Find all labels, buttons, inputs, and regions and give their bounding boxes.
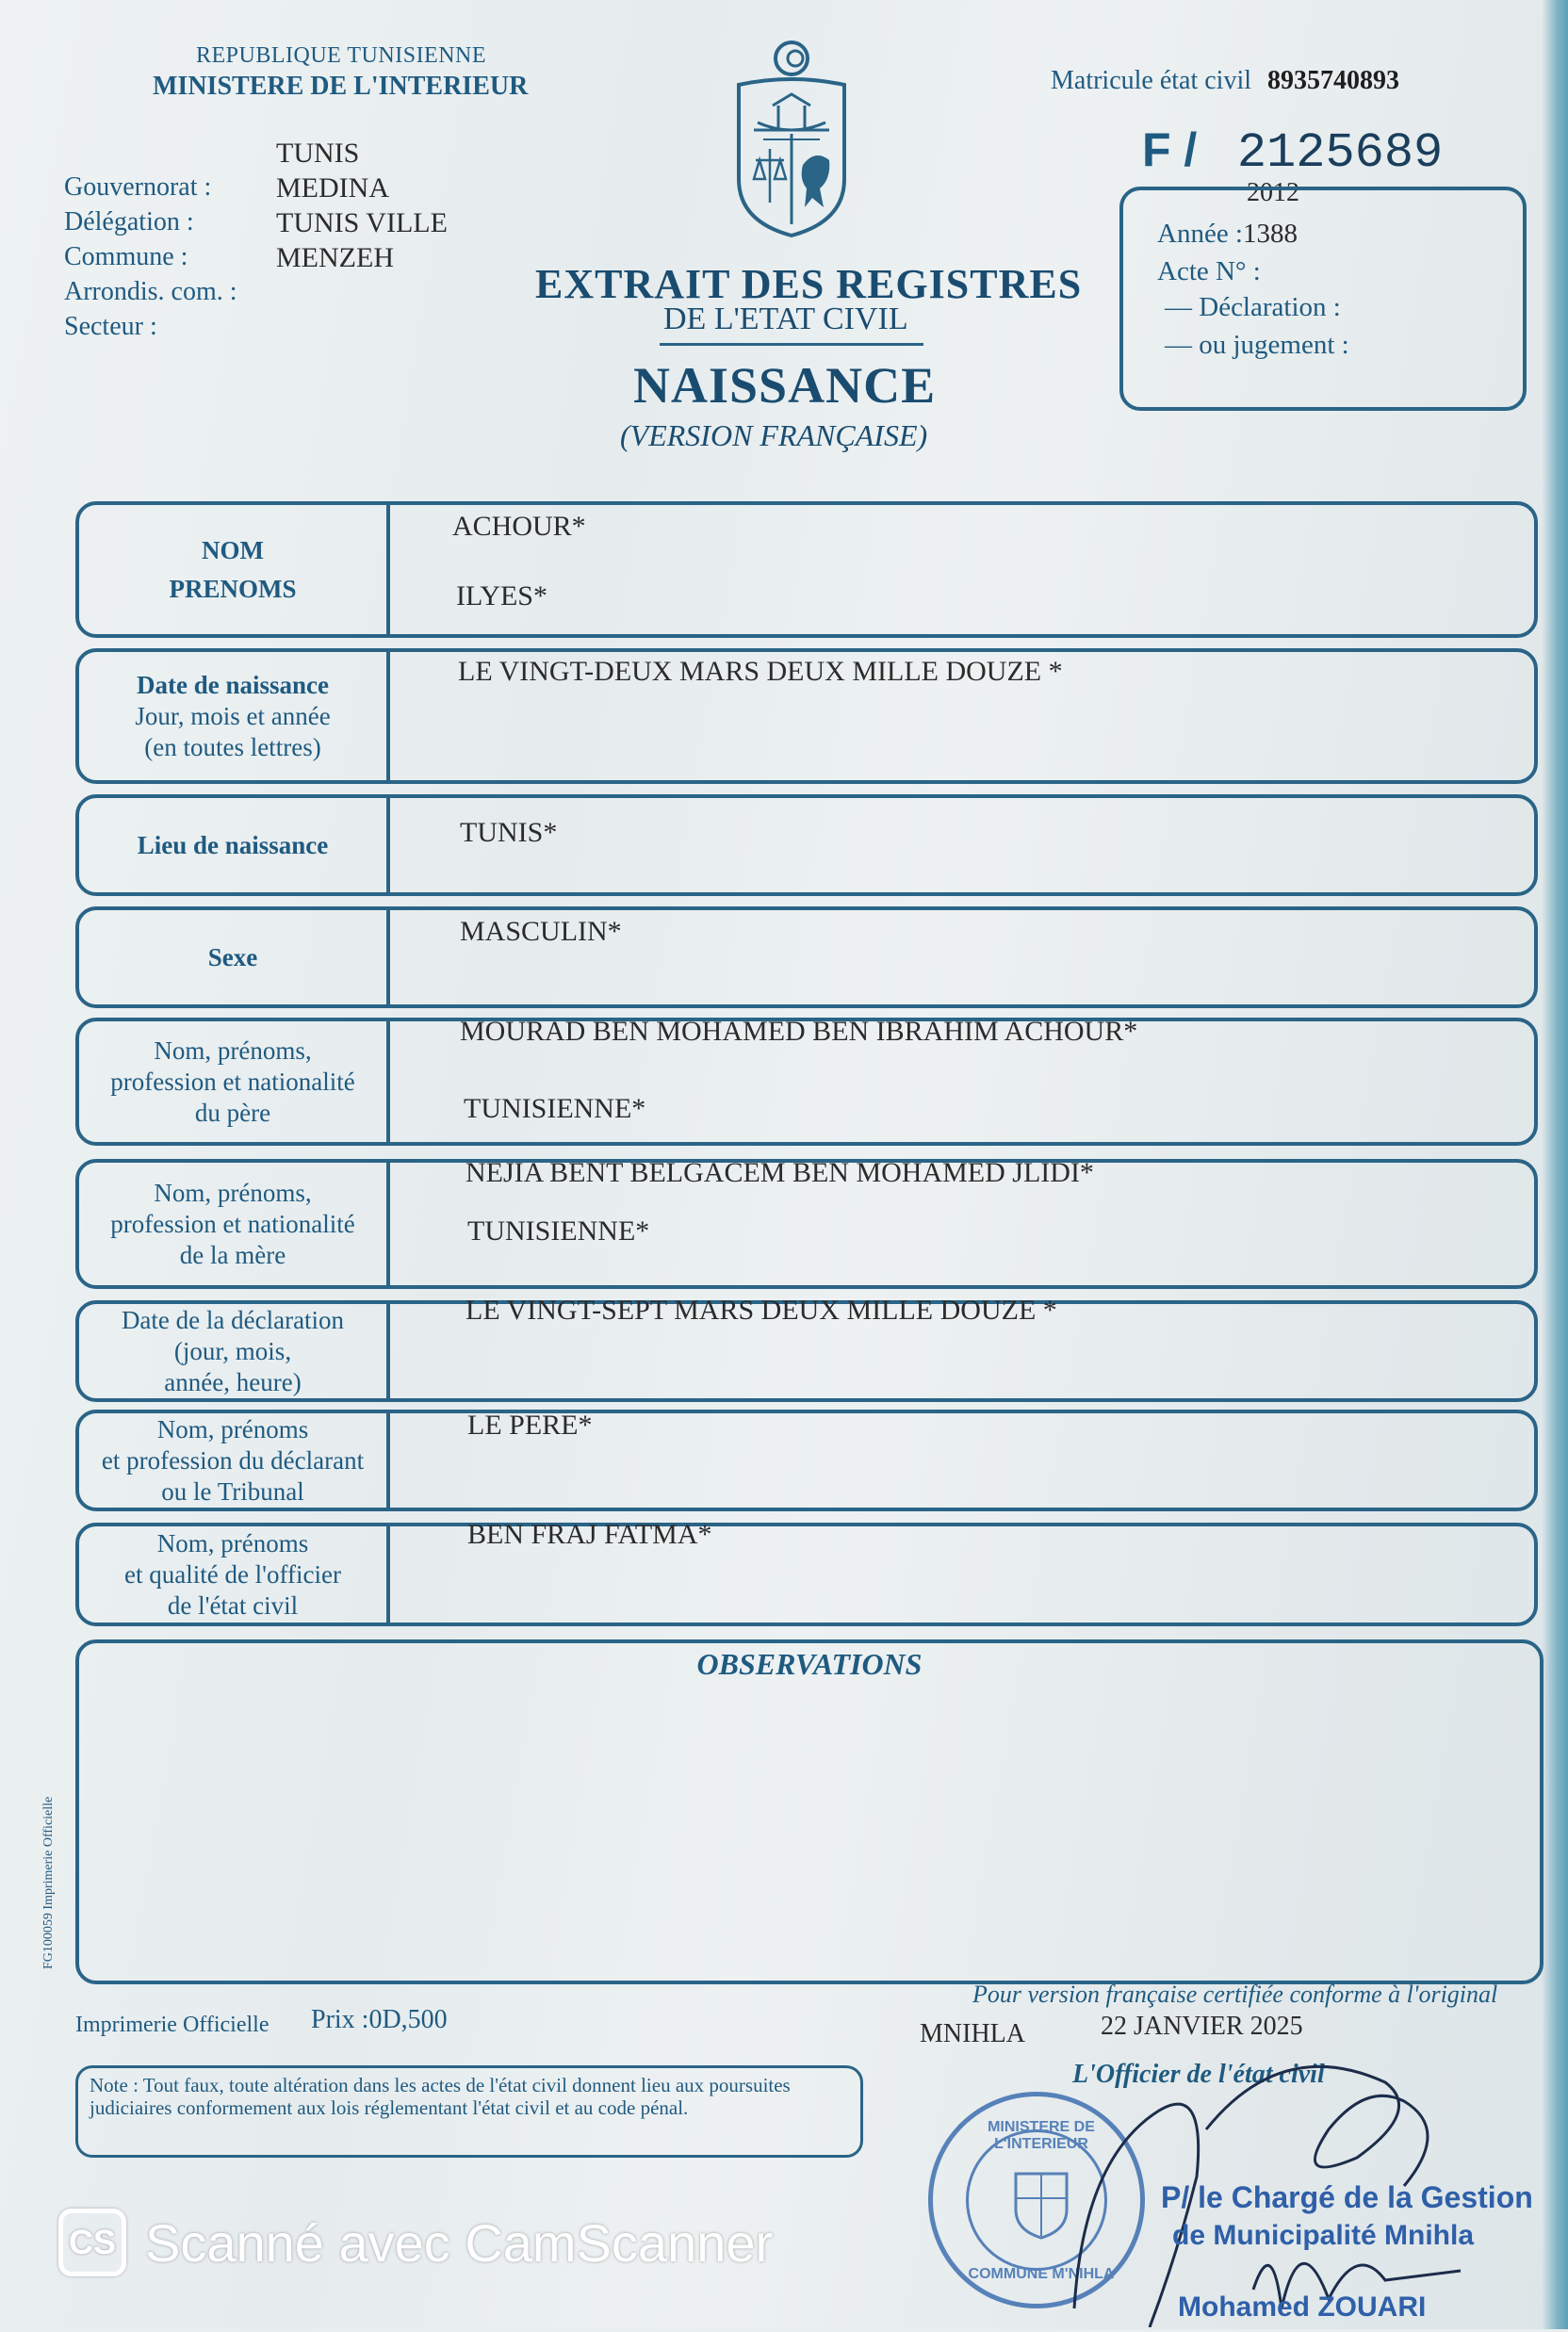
row-sexe bbox=[75, 906, 1538, 1008]
prenoms-value: ILYES* bbox=[456, 580, 547, 612]
decl-value-cell bbox=[384, 1295, 1534, 1398]
mere-value-2: TUNISIENNE* bbox=[467, 1215, 650, 1247]
title-etat-civil: DE L'ETAT CIVIL bbox=[663, 302, 908, 336]
place-value: MNIHLA bbox=[920, 2019, 1025, 2048]
mere-value-cell bbox=[384, 1157, 1534, 1285]
note-text: Note : Tout faux, toute altération dans les actes de l'état civil donnent lieu aux poursuites judiciaires conformement aux lois réglementant l'état civil et au code pénal. bbox=[90, 2074, 791, 2119]
mere-label-2: profession et nationalité bbox=[110, 1209, 355, 1238]
pere-value-1: MOURAD BEN MOHAMED BEN IBRAHIM ACHOUR* bbox=[460, 1016, 1138, 1047]
row-date-naissance bbox=[75, 648, 1538, 784]
lieu-value-cell bbox=[384, 798, 1534, 892]
coat-of-arms-icon bbox=[726, 38, 858, 240]
row-nom-value-cell bbox=[384, 505, 1534, 634]
jugement-label: — ou jugement : bbox=[1165, 330, 1349, 360]
side-print-code: FG100059 Imprimerie Officielle bbox=[41, 1796, 56, 1969]
delegation-label: Délégation : bbox=[64, 207, 194, 236]
row-date-declaration bbox=[75, 1295, 1538, 1402]
pere-value-2: TUNISIENNE* bbox=[464, 1093, 646, 1124]
row-mere bbox=[75, 1159, 1538, 1289]
sexe-value: MASCULIN* bbox=[460, 916, 622, 947]
stamp-top-text: MINISTERE DE L'INTERIEUR bbox=[988, 2119, 1095, 2152]
dob-label-3: (en toutes lettres) bbox=[144, 732, 321, 761]
mere-label-1: Nom, prénoms, bbox=[154, 1178, 312, 1207]
officier-label-2: et qualité de l'officier bbox=[123, 1559, 341, 1589]
gouvernorat-value: TUNIS bbox=[276, 138, 360, 169]
lieu-label: Lieu de naissance bbox=[137, 830, 329, 859]
admin-values bbox=[276, 136, 448, 275]
observations-box bbox=[75, 1639, 1544, 1984]
decl-value: LE VINGT-SEPT MARS DEUX MILLE DOUZE * bbox=[466, 1295, 1057, 1326]
delegation-value: MEDINA bbox=[276, 172, 389, 204]
lieu-label-cell bbox=[79, 798, 390, 892]
lieu-value: TUNIS* bbox=[460, 817, 558, 848]
title-extrait: EXTRAIT DES REGISTRES bbox=[535, 261, 1083, 307]
arrondissement-label: Arrondis. com. : bbox=[64, 277, 237, 306]
annee-line bbox=[1157, 219, 1298, 250]
admin-labels bbox=[64, 170, 237, 344]
prix-label: Prix :0D,500 bbox=[311, 2005, 448, 2034]
pere-label-2: profession et nationalité bbox=[110, 1067, 355, 1096]
mere-label-cell bbox=[79, 1163, 390, 1285]
row-nom-label-cell bbox=[79, 505, 390, 634]
dob-label-1: Date de naissance bbox=[137, 670, 329, 699]
f-number: 2125689 bbox=[1236, 125, 1444, 181]
title-version: (VERSION FRANÇAISE) bbox=[620, 418, 928, 452]
sign-line-1: P/ le Chargé de la Gestion bbox=[1161, 2180, 1533, 2214]
sexe-label-cell bbox=[79, 910, 390, 1004]
decl-label-3: année, heure) bbox=[164, 1367, 302, 1396]
sign-line-2: de Municipalité Mnihla bbox=[1172, 2220, 1475, 2251]
f-prefix: F / bbox=[1142, 123, 1198, 176]
commune-label: Commune : bbox=[64, 242, 188, 271]
declarant-label-cell bbox=[79, 1413, 390, 1508]
secteur-label: Secteur : bbox=[64, 312, 157, 341]
mere-value-1: NEJIA BENT BELGACEM BEN MOHAMED JLIDI* bbox=[466, 1157, 1094, 1188]
dob-value-cell bbox=[384, 652, 1534, 780]
officier-label-3: de l'état civil bbox=[167, 1590, 299, 1620]
pere-value-cell bbox=[384, 1016, 1534, 1142]
annee-value: 1388 bbox=[1243, 219, 1298, 249]
camscanner-watermark bbox=[58, 2205, 773, 2280]
officer-label: L'Officier de l'état civil bbox=[1072, 2060, 1325, 2089]
officier-label-cell bbox=[79, 1526, 390, 1623]
declaration-label: — Déclaration : bbox=[1165, 292, 1341, 322]
matricule bbox=[1051, 66, 1399, 96]
prenoms-label: PRENOMS bbox=[169, 574, 297, 603]
pere-label-3: du père bbox=[194, 1098, 271, 1127]
acte-label: Acte N° : bbox=[1157, 256, 1261, 286]
observations-label: OBSERVATIONS bbox=[696, 1647, 923, 1681]
matricule-value: 8935740893 bbox=[1267, 66, 1400, 95]
arrondissement-value: MENZEH bbox=[276, 242, 394, 273]
nom-value: ACHOUR* bbox=[452, 511, 586, 542]
dob-label-cell bbox=[79, 652, 390, 780]
dob-label-2: Jour, mois et année bbox=[135, 701, 331, 730]
decl-label-1: Date de la déclaration bbox=[121, 1305, 345, 1334]
declarant-label-1: Nom, prénoms bbox=[156, 1414, 309, 1443]
mere-label-3: de la mère bbox=[179, 1240, 286, 1269]
officier-value-cell bbox=[384, 1519, 1534, 1623]
officier-label-1: Nom, prénoms bbox=[156, 1528, 309, 1557]
title-underline bbox=[660, 343, 923, 346]
imprimerie-label: Imprimerie Officielle bbox=[75, 2013, 270, 2037]
declarant-value-cell bbox=[384, 1410, 1534, 1508]
stamp-bottom-text: COMMUNE M'NIHLA bbox=[968, 2266, 1115, 2282]
decl-label-cell bbox=[79, 1304, 390, 1398]
pere-label-1: Nom, prénoms, bbox=[154, 1036, 312, 1065]
sexe-label: Sexe bbox=[207, 942, 258, 971]
paper-edge bbox=[1542, 0, 1568, 2329]
note-box bbox=[75, 2065, 863, 2158]
republic-label: REPUBLIQUE TUNISIENNE bbox=[196, 43, 487, 68]
decl-label-2: (jour, mois, bbox=[173, 1336, 292, 1365]
declarant-label-2: et profession du déclarant bbox=[101, 1445, 365, 1475]
sexe-value-cell bbox=[384, 910, 1534, 1004]
row-lieu-naissance bbox=[75, 794, 1538, 896]
nom-label: NOM bbox=[202, 535, 264, 564]
certified-text: Pour version française certifiée conforme à l'original bbox=[972, 1981, 1498, 2008]
date-value: 22 JANVIER 2025 bbox=[1101, 2012, 1303, 2041]
commune-value: TUNIS VILLE bbox=[276, 207, 448, 238]
row-nom-prenoms bbox=[75, 501, 1538, 638]
annee-label: Année : bbox=[1157, 219, 1243, 249]
act-year-typed: 2012 bbox=[1247, 178, 1299, 207]
ministry-label: MINISTERE DE L'INTERIEUR bbox=[153, 72, 529, 101]
declarant-label-3: ou le Tribunal bbox=[161, 1476, 304, 1506]
declarant-value: LE PERE* bbox=[467, 1410, 593, 1441]
pere-label-cell bbox=[79, 1021, 390, 1142]
matricule-label: Matricule état civil bbox=[1051, 66, 1252, 95]
camscanner-text: Scanné avec CamScanner bbox=[145, 2212, 774, 2273]
f-number-line bbox=[1142, 122, 1443, 181]
sign-name: Mohamed ZOUARI bbox=[1178, 2291, 1427, 2323]
camscanner-logo-icon: CS bbox=[58, 2209, 126, 2276]
row-pere bbox=[75, 1018, 1538, 1146]
act-box bbox=[1119, 187, 1527, 411]
row-officier bbox=[75, 1519, 1538, 1626]
title-naissance: NAISSANCE bbox=[633, 357, 937, 414]
officier-value: BEN FRAJ FATMA* bbox=[467, 1519, 712, 1550]
dob-value: LE VINGT-DEUX MARS DEUX MILLE DOUZE * bbox=[458, 656, 1063, 687]
row-declarant bbox=[75, 1410, 1538, 1511]
gouvernorat-label: Gouvernorat : bbox=[64, 172, 212, 202]
